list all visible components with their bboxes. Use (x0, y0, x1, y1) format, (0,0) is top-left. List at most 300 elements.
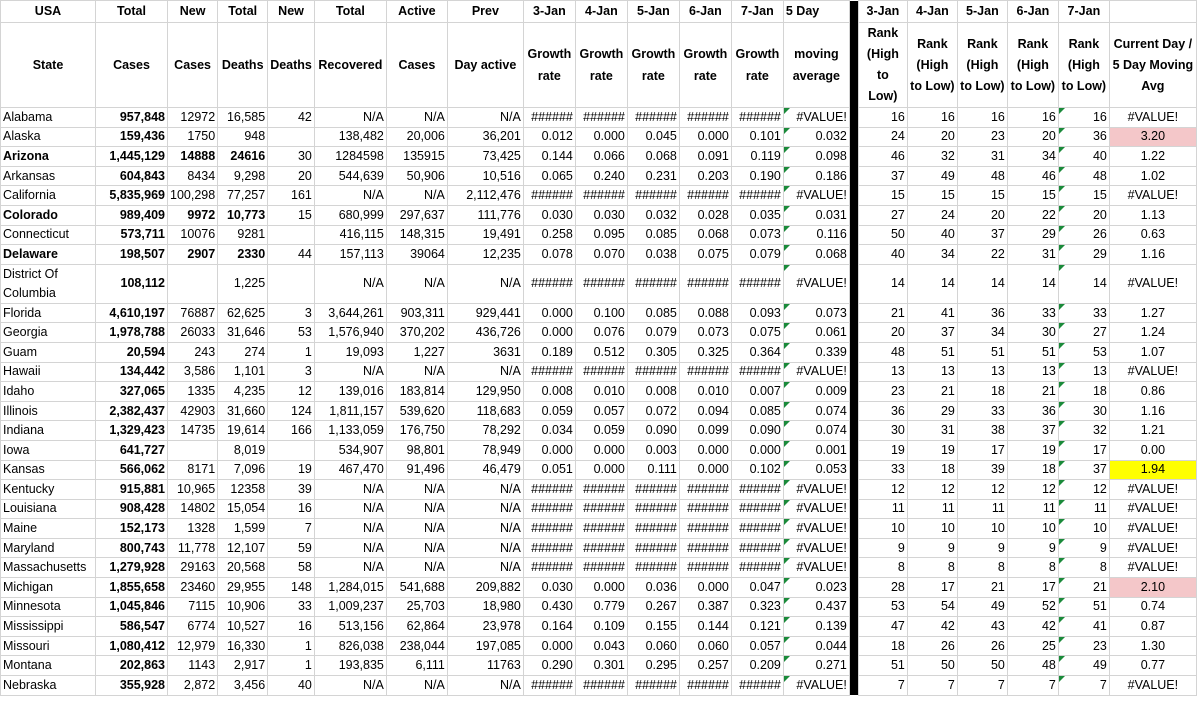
data-cell[interactable]: 1143 (168, 656, 218, 676)
data-cell[interactable]: ###### (731, 264, 783, 303)
data-cell[interactable]: 416,115 (314, 225, 386, 245)
data-cell[interactable]: 197,085 (447, 636, 523, 656)
data-cell[interactable]: #VALUE! (1109, 264, 1196, 303)
data-cell[interactable]: 29 (1007, 225, 1058, 245)
header-cell[interactable]: Growth rate (679, 23, 731, 108)
data-cell[interactable]: 0.109 (575, 617, 627, 637)
data-cell[interactable]: N/A (314, 480, 386, 500)
state-link[interactable]: Idaho (3, 383, 35, 398)
data-cell[interactable]: 12,107 (218, 538, 268, 558)
data-cell[interactable]: 32 (907, 147, 957, 167)
data-cell[interactable]: 20,594 (96, 342, 168, 362)
state-link[interactable]: Missouri (3, 638, 50, 653)
data-cell[interactable]: 0.085 (627, 303, 679, 323)
data-cell[interactable]: 32 (1058, 421, 1109, 441)
data-cell[interactable]: 43 (957, 617, 1007, 637)
data-cell[interactable]: 14 (858, 264, 907, 303)
data-cell[interactable]: 18 (907, 460, 957, 480)
data-cell[interactable]: 0.007 (731, 382, 783, 402)
header-cell[interactable]: 4-Jan (575, 1, 627, 23)
data-cell[interactable]: 16 (268, 617, 315, 637)
data-cell[interactable]: 8 (1058, 558, 1109, 578)
data-cell[interactable]: 16 (268, 499, 315, 519)
header-cell[interactable]: 3-Jan (523, 1, 575, 23)
data-cell[interactable]: 0.437 (783, 597, 849, 617)
data-cell[interactable]: 91,496 (386, 460, 447, 480)
data-cell[interactable]: ###### (679, 676, 731, 696)
state-link[interactable]: Montana (3, 658, 52, 673)
header-cell[interactable]: New (268, 1, 315, 23)
state-link[interactable]: Kansas (3, 462, 45, 477)
data-cell[interactable]: 0.003 (627, 440, 679, 460)
data-cell[interactable]: 6774 (168, 617, 218, 637)
data-cell[interactable]: 51 (957, 342, 1007, 362)
data-cell[interactable]: ###### (523, 264, 575, 303)
header-cell[interactable]: 5-Jan (627, 1, 679, 23)
data-cell[interactable]: 680,999 (314, 205, 386, 225)
data-cell[interactable]: 1 (268, 636, 315, 656)
data-cell[interactable]: 48 (957, 166, 1007, 186)
data-cell[interactable]: 34 (907, 245, 957, 265)
data-cell[interactable]: #VALUE! (783, 519, 849, 539)
data-cell[interactable]: 33 (1007, 303, 1058, 323)
data-cell[interactable]: 0.074 (783, 401, 849, 421)
data-cell[interactable]: 23 (1058, 636, 1109, 656)
state-cell[interactable] (1, 127, 96, 147)
data-cell[interactable]: 19 (268, 460, 315, 480)
data-cell[interactable]: 0.231 (627, 166, 679, 186)
data-cell[interactable]: 10 (1007, 519, 1058, 539)
data-cell[interactable]: ###### (679, 362, 731, 382)
data-cell[interactable]: ###### (627, 499, 679, 519)
data-cell[interactable]: 13 (907, 362, 957, 382)
data-cell[interactable]: 12 (907, 480, 957, 500)
data-cell[interactable]: 31 (957, 147, 1007, 167)
data-cell[interactable]: ###### (627, 108, 679, 128)
data-cell[interactable]: 21 (907, 382, 957, 402)
data-cell[interactable]: 18,980 (447, 597, 523, 617)
data-cell[interactable]: 166 (268, 421, 315, 441)
data-cell[interactable]: 124 (268, 401, 315, 421)
data-cell[interactable]: 49 (1058, 656, 1109, 676)
state-link[interactable]: Florida (3, 305, 42, 320)
state-cell[interactable] (1, 499, 96, 519)
state-cell[interactable] (1, 147, 96, 167)
data-cell[interactable]: 0.000 (575, 127, 627, 147)
data-cell[interactable]: 1,225 (218, 264, 268, 303)
data-cell[interactable]: ###### (731, 499, 783, 519)
data-cell[interactable]: N/A (314, 519, 386, 539)
state-cell[interactable] (1, 245, 96, 265)
data-cell[interactable]: 0.000 (575, 578, 627, 598)
data-cell[interactable]: 15 (858, 186, 907, 206)
data-cell[interactable]: 903,311 (386, 303, 447, 323)
data-cell[interactable]: 1 (268, 656, 315, 676)
state-cell[interactable] (1, 303, 96, 323)
data-cell[interactable]: 52 (1007, 597, 1058, 617)
data-cell[interactable]: 13 (957, 362, 1007, 382)
data-cell[interactable]: 0.032 (627, 205, 679, 225)
data-cell[interactable]: 51 (858, 656, 907, 676)
data-cell[interactable]: N/A (386, 538, 447, 558)
data-cell[interactable]: 0.090 (627, 421, 679, 441)
data-cell[interactable]: 989,409 (96, 205, 168, 225)
data-cell[interactable]: 957,848 (96, 108, 168, 128)
state-link[interactable]: Massachusetts (3, 560, 87, 575)
data-cell[interactable]: ###### (523, 186, 575, 206)
data-cell[interactable]: 24 (858, 127, 907, 147)
data-cell[interactable]: ###### (523, 480, 575, 500)
data-cell[interactable]: 0.010 (575, 382, 627, 402)
data-cell[interactable]: #VALUE! (783, 480, 849, 500)
data-cell[interactable]: 29 (907, 401, 957, 421)
data-cell[interactable]: 12,979 (168, 636, 218, 656)
data-cell[interactable]: 36,201 (447, 127, 523, 147)
data-cell[interactable]: 12 (858, 480, 907, 500)
data-cell[interactable]: 19,093 (314, 342, 386, 362)
data-cell[interactable]: 14 (1007, 264, 1058, 303)
data-cell[interactable]: 98,801 (386, 440, 447, 460)
data-cell[interactable]: 1,133,059 (314, 421, 386, 441)
data-cell[interactable]: 1.27 (1109, 303, 1196, 323)
header-cell[interactable]: 5 Day (783, 1, 849, 23)
data-cell[interactable]: 0.059 (523, 401, 575, 421)
data-cell[interactable]: 0.059 (575, 421, 627, 441)
data-cell[interactable]: 46 (858, 147, 907, 167)
header-cell[interactable]: Cases (96, 23, 168, 108)
state-link[interactable]: Connecticut (3, 227, 70, 242)
data-cell[interactable]: ###### (575, 538, 627, 558)
data-cell[interactable]: 0.085 (731, 401, 783, 421)
data-cell[interactable]: 138,482 (314, 127, 386, 147)
data-cell[interactable]: 0.305 (627, 342, 679, 362)
data-cell[interactable]: 0.074 (783, 421, 849, 441)
data-cell[interactable]: 16,330 (218, 636, 268, 656)
data-cell[interactable]: N/A (314, 186, 386, 206)
data-cell[interactable]: 23,978 (447, 617, 523, 637)
state-cell[interactable] (1, 323, 96, 343)
data-cell[interactable]: 38 (957, 421, 1007, 441)
data-cell[interactable]: 51 (1058, 597, 1109, 617)
data-cell[interactable]: 0.144 (523, 147, 575, 167)
data-cell[interactable]: ###### (627, 186, 679, 206)
data-cell[interactable]: 62,625 (218, 303, 268, 323)
data-cell[interactable]: 17 (1007, 578, 1058, 598)
data-cell[interactable]: 0.209 (731, 656, 783, 676)
data-cell[interactable]: 12 (268, 382, 315, 402)
data-cell[interactable]: 0.00 (1109, 440, 1196, 460)
state-cell[interactable] (1, 480, 96, 500)
data-cell[interactable]: 541,688 (386, 578, 447, 598)
header-cell[interactable]: Rank (High to Low) (957, 23, 1007, 108)
data-cell[interactable]: 1,855,658 (96, 578, 168, 598)
data-cell[interactable]: 20,568 (218, 558, 268, 578)
data-cell[interactable]: 1 (268, 342, 315, 362)
data-cell[interactable]: ###### (575, 519, 627, 539)
data-cell[interactable]: 31 (1007, 245, 1058, 265)
data-cell[interactable]: 198,507 (96, 245, 168, 265)
data-cell[interactable]: 1.13 (1109, 205, 1196, 225)
data-cell[interactable]: 9 (858, 538, 907, 558)
state-link[interactable]: Arkansas (3, 168, 56, 183)
data-cell[interactable]: 11 (1007, 499, 1058, 519)
data-cell[interactable]: ###### (575, 264, 627, 303)
state-cell[interactable] (1, 578, 96, 598)
data-cell[interactable]: 39 (957, 460, 1007, 480)
data-cell[interactable]: #VALUE! (1109, 499, 1196, 519)
state-link[interactable]: Indiana (3, 423, 45, 438)
data-cell[interactable]: 9 (1058, 538, 1109, 558)
data-cell[interactable]: 0.073 (679, 323, 731, 343)
data-cell[interactable]: 36 (957, 303, 1007, 323)
data-cell[interactable]: 139,016 (314, 382, 386, 402)
data-cell[interactable]: 20 (907, 127, 957, 147)
data-cell[interactable]: 0.045 (627, 127, 679, 147)
data-cell[interactable]: 21 (1058, 578, 1109, 598)
data-cell[interactable]: 17 (957, 440, 1007, 460)
data-cell[interactable]: 36 (1007, 401, 1058, 421)
data-cell[interactable]: 0.325 (679, 342, 731, 362)
data-cell[interactable]: 159,436 (96, 127, 168, 147)
data-cell[interactable]: 1,284,015 (314, 578, 386, 598)
data-cell[interactable]: 0.779 (575, 597, 627, 617)
data-cell[interactable]: 436,726 (447, 323, 523, 343)
data-cell[interactable]: 16 (957, 108, 1007, 128)
data-cell[interactable]: 29 (1058, 245, 1109, 265)
data-cell[interactable]: 33 (858, 460, 907, 480)
data-cell[interactable]: 78,949 (447, 440, 523, 460)
data-cell[interactable]: 0.072 (627, 401, 679, 421)
data-cell[interactable]: 22 (957, 245, 1007, 265)
data-cell[interactable]: 8 (1007, 558, 1058, 578)
state-link[interactable]: Alaska (3, 129, 41, 144)
data-cell[interactable]: 40 (1058, 147, 1109, 167)
data-cell[interactable]: N/A (447, 538, 523, 558)
data-cell[interactable]: N/A (447, 264, 523, 303)
data-cell[interactable]: 0.085 (627, 225, 679, 245)
data-cell[interactable]: 1.07 (1109, 342, 1196, 362)
data-cell[interactable]: 16 (1058, 108, 1109, 128)
data-cell[interactable]: 0.070 (575, 245, 627, 265)
data-cell[interactable]: 3,644,261 (314, 303, 386, 323)
data-cell[interactable]: #VALUE! (1109, 108, 1196, 128)
data-cell[interactable]: 31 (907, 421, 957, 441)
data-cell[interactable] (268, 440, 315, 460)
data-cell[interactable]: 0.030 (523, 578, 575, 598)
data-cell[interactable]: 152,173 (96, 519, 168, 539)
state-cell[interactable] (1, 460, 96, 480)
data-cell[interactable]: 21 (858, 303, 907, 323)
data-cell[interactable]: ###### (627, 538, 679, 558)
data-cell[interactable]: 0.000 (679, 460, 731, 480)
data-cell[interactable]: ###### (731, 108, 783, 128)
data-cell[interactable]: 0.061 (783, 323, 849, 343)
data-cell[interactable]: 12 (957, 480, 1007, 500)
data-cell[interactable]: 573,711 (96, 225, 168, 245)
data-cell[interactable]: 0.000 (731, 440, 783, 460)
data-cell[interactable]: 7,096 (218, 460, 268, 480)
data-cell[interactable]: 39 (268, 480, 315, 500)
data-cell[interactable]: 0.86 (1109, 382, 1196, 402)
data-cell[interactable]: 0.121 (731, 617, 783, 637)
data-cell[interactable]: 7 (1007, 676, 1058, 696)
header-cell[interactable]: Rank (High to Low) (858, 23, 907, 108)
data-cell[interactable]: 0.043 (575, 636, 627, 656)
data-cell[interactable]: 40 (858, 245, 907, 265)
data-cell[interactable]: 8 (907, 558, 957, 578)
data-cell[interactable]: 11 (858, 499, 907, 519)
data-cell[interactable]: ###### (523, 499, 575, 519)
data-cell[interactable]: ###### (575, 480, 627, 500)
data-cell[interactable]: 22 (1007, 205, 1058, 225)
data-cell[interactable]: 33 (1058, 303, 1109, 323)
data-cell[interactable]: 30 (268, 147, 315, 167)
header-cell[interactable]: 7-Jan (731, 1, 783, 23)
data-cell[interactable]: 0.000 (679, 440, 731, 460)
data-cell[interactable]: 39064 (386, 245, 447, 265)
data-cell[interactable]: N/A (386, 676, 447, 696)
data-cell[interactable]: 10,965 (168, 480, 218, 500)
data-cell[interactable]: 0.000 (523, 636, 575, 656)
data-cell[interactable]: 8,019 (218, 440, 268, 460)
data-cell[interactable]: 0.100 (575, 303, 627, 323)
data-cell[interactable]: 0.000 (523, 303, 575, 323)
data-cell[interactable]: ###### (679, 519, 731, 539)
data-cell[interactable]: 6,111 (386, 656, 447, 676)
data-cell[interactable]: ###### (731, 558, 783, 578)
data-cell[interactable]: ###### (679, 499, 731, 519)
data-cell[interactable]: ###### (575, 186, 627, 206)
data-cell[interactable]: 1.16 (1109, 245, 1196, 265)
data-cell[interactable] (268, 264, 315, 303)
data-cell[interactable]: 566,062 (96, 460, 168, 480)
state-cell[interactable] (1, 166, 96, 186)
data-cell[interactable]: N/A (447, 480, 523, 500)
data-cell[interactable]: 908,428 (96, 499, 168, 519)
data-cell[interactable]: 3 (268, 303, 315, 323)
data-cell[interactable]: 0.102 (731, 460, 783, 480)
data-cell[interactable]: 12 (1058, 480, 1109, 500)
data-cell[interactable]: ###### (627, 264, 679, 303)
data-cell[interactable]: ###### (679, 538, 731, 558)
data-cell[interactable]: 0.257 (679, 656, 731, 676)
data-cell[interactable]: 513,156 (314, 617, 386, 637)
data-cell[interactable]: 19 (907, 440, 957, 460)
state-cell[interactable] (1, 440, 96, 460)
data-cell[interactable]: 0.034 (523, 421, 575, 441)
data-cell[interactable]: N/A (386, 499, 447, 519)
data-cell[interactable]: #VALUE! (1109, 558, 1196, 578)
data-cell[interactable]: 0.186 (783, 166, 849, 186)
data-cell[interactable]: 8434 (168, 166, 218, 186)
data-cell[interactable]: 10,773 (218, 205, 268, 225)
data-cell[interactable]: 370,202 (386, 323, 447, 343)
data-cell[interactable]: 604,843 (96, 166, 168, 186)
state-cell[interactable] (1, 108, 96, 128)
data-cell[interactable]: 108,112 (96, 264, 168, 303)
data-cell[interactable]: 915,881 (96, 480, 168, 500)
data-cell[interactable]: #VALUE! (783, 264, 849, 303)
data-cell[interactable]: 14802 (168, 499, 218, 519)
data-cell[interactable]: 238,044 (386, 636, 447, 656)
data-cell[interactable]: ###### (523, 538, 575, 558)
data-cell[interactable]: 1.94 (1109, 460, 1196, 480)
data-cell[interactable]: 0.63 (1109, 225, 1196, 245)
data-cell[interactable]: 0.000 (523, 440, 575, 460)
data-cell[interactable] (268, 127, 315, 147)
data-cell[interactable]: 36 (1058, 127, 1109, 147)
data-cell[interactable]: 20 (858, 323, 907, 343)
data-cell[interactable]: #VALUE! (783, 362, 849, 382)
data-cell[interactable]: 7 (907, 676, 957, 696)
data-cell[interactable]: 1,080,412 (96, 636, 168, 656)
data-cell[interactable]: 73,425 (447, 147, 523, 167)
data-cell[interactable]: 46 (1007, 166, 1058, 186)
data-cell[interactable]: 10,516 (447, 166, 523, 186)
state-link[interactable]: Guam (3, 344, 38, 359)
data-cell[interactable]: 15 (907, 186, 957, 206)
data-cell[interactable]: 0.000 (575, 440, 627, 460)
header-cell[interactable]: Total (96, 1, 168, 23)
data-cell[interactable]: 193,835 (314, 656, 386, 676)
data-cell[interactable]: 7 (858, 676, 907, 696)
data-cell[interactable]: 30 (858, 421, 907, 441)
data-cell[interactable]: 0.267 (627, 597, 679, 617)
state-cell[interactable] (1, 656, 96, 676)
data-cell[interactable]: 18 (1007, 460, 1058, 480)
data-cell[interactable]: 33 (268, 597, 315, 617)
data-cell[interactable]: 0.203 (679, 166, 731, 186)
data-cell[interactable]: 0.030 (523, 205, 575, 225)
data-cell[interactable]: 0.144 (679, 617, 731, 637)
data-cell[interactable]: 7 (957, 676, 1007, 696)
data-cell[interactable]: 2.10 (1109, 578, 1196, 598)
data-cell[interactable]: 37 (957, 225, 1007, 245)
data-cell[interactable]: 62,864 (386, 617, 447, 637)
state-cell[interactable] (1, 186, 96, 206)
header-cell[interactable]: Cases (386, 23, 447, 108)
data-cell[interactable]: 50 (957, 656, 1007, 676)
data-cell[interactable]: ###### (627, 362, 679, 382)
data-cell[interactable]: N/A (314, 499, 386, 519)
data-cell[interactable]: 15 (957, 186, 1007, 206)
data-cell[interactable]: 37 (1058, 460, 1109, 480)
state-cell[interactable] (1, 538, 96, 558)
data-cell[interactable]: 50 (858, 225, 907, 245)
data-cell[interactable]: 0.098 (783, 147, 849, 167)
data-cell[interactable]: 0.430 (523, 597, 575, 617)
data-cell[interactable]: ###### (523, 558, 575, 578)
data-cell[interactable]: 29,955 (218, 578, 268, 598)
data-cell[interactable]: #VALUE! (1109, 362, 1196, 382)
header-cell[interactable]: 5-Jan (957, 1, 1007, 23)
state-cell[interactable] (1, 225, 96, 245)
data-cell[interactable]: 534,907 (314, 440, 386, 460)
data-cell[interactable]: 0.290 (523, 656, 575, 676)
data-cell[interactable]: 11763 (447, 656, 523, 676)
header-cell[interactable]: Rank (High to Low) (907, 23, 957, 108)
data-cell[interactable]: 33 (957, 401, 1007, 421)
data-cell[interactable]: N/A (314, 676, 386, 696)
data-cell[interactable]: 7 (268, 519, 315, 539)
data-cell[interactable]: 13 (858, 362, 907, 382)
data-cell[interactable]: 42903 (168, 401, 218, 421)
data-cell[interactable]: 7115 (168, 597, 218, 617)
data-cell[interactable]: 31,646 (218, 323, 268, 343)
data-cell[interactable]: 0.111 (627, 460, 679, 480)
data-cell[interactable]: 11 (957, 499, 1007, 519)
header-cell[interactable]: 6-Jan (679, 1, 731, 23)
